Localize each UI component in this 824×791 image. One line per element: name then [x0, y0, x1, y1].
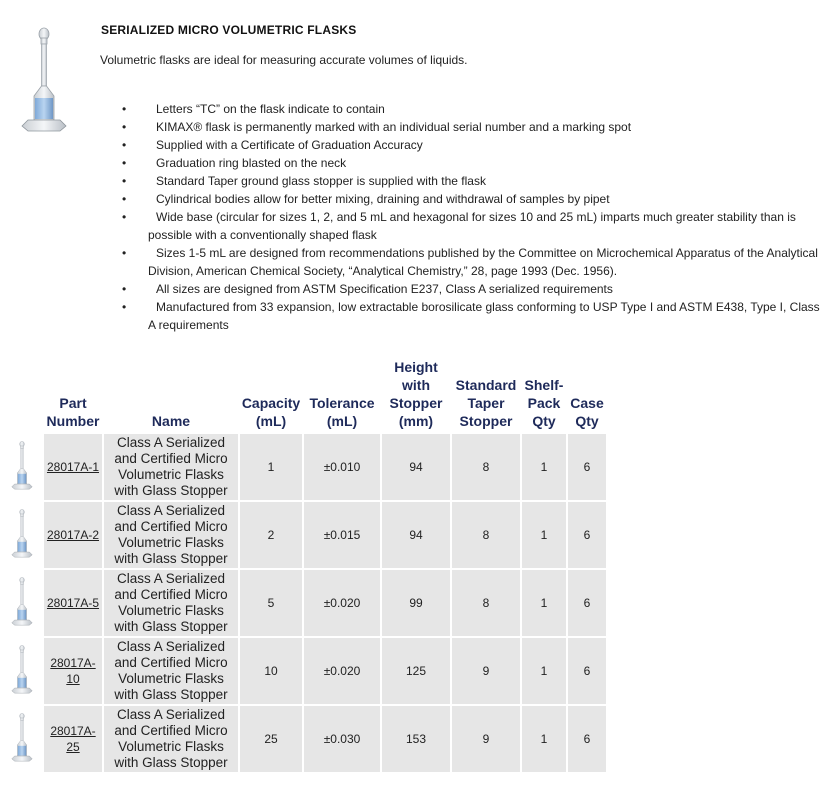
tolerance-cell: ±0.020	[304, 638, 380, 704]
capacity-cell: 10	[240, 638, 302, 704]
capacity-cell: 2	[240, 502, 302, 568]
list-item: • Wide base (circular for sizes 1, 2, and 5 mL and hexagonal for sizes 10 and 25 mL) imparts much greater stability than is possible with a conventionally shaped flask	[122, 208, 822, 244]
shelf-pack-cell: 1	[522, 706, 566, 772]
feature-list	[122, 100, 822, 334]
list-item: • Cylindrical bodies allow for better mixing, draining and withdrawal of samples by pipet	[122, 190, 822, 208]
page-title: SERIALIZED MICRO VOLUMETRIC FLASKS	[101, 23, 357, 37]
header-taper: Standard Taper Stopper	[452, 358, 520, 432]
shelf-pack-cell: 1	[522, 638, 566, 704]
row-thumb	[2, 502, 42, 568]
part-number-cell	[44, 434, 102, 500]
header-height: Height with Stopper (mm)	[382, 358, 450, 432]
list-item: • Letters “TC” on the flask indicate to contain	[122, 100, 822, 118]
intro-text: Volumetric flasks are ideal for measuring accurate volumes of liquids.	[100, 53, 468, 67]
name-cell: Class A Serialized and Certified Micro Volumetric Flasks with Glass Stopper	[104, 570, 238, 636]
part-number-link[interactable]: 28017A-5	[46, 596, 100, 610]
part-number-link[interactable]: 28017A-10	[50, 656, 96, 686]
part-number-cell	[44, 638, 102, 704]
list-item: • Manufactured from 33 expansion, low extractable borosilicate glass conforming to USP Type I and ASTM E438, Type I, Class A requirements	[122, 298, 822, 334]
list-item: • All sizes are designed from ASTM Specification E237, Class A serialized requirements	[122, 280, 822, 298]
header-part-number: Part Number	[44, 358, 102, 432]
table-header-row	[2, 358, 606, 432]
case-qty-cell: 6	[568, 706, 606, 772]
row-thumb	[2, 638, 42, 704]
list-item: • Supplied with a Certificate of Graduation Accuracy	[122, 136, 822, 154]
case-qty-cell: 6	[568, 638, 606, 704]
row-thumb	[2, 434, 42, 500]
table-row	[2, 570, 606, 636]
list-item: • Standard Taper ground glass stopper is supplied with the flask	[122, 172, 822, 190]
capacity-cell: 1	[240, 434, 302, 500]
list-item: • Sizes 1-5 mL are designed from recommendations published by the Committee on Microchemical Apparatus of the Analytical Division, American Chemical Society, “Analytical Chemistry,” 28, page 1993 (Dec. 1956).	[122, 244, 822, 280]
header-capacity: Capacity (mL)	[240, 358, 302, 432]
name-cell: Class A Serialized and Certified Micro Volumetric Flasks with Glass Stopper	[104, 434, 238, 500]
taper-cell: 8	[452, 434, 520, 500]
height-cell: 94	[382, 434, 450, 500]
volumetric-flask-icon	[9, 711, 35, 763]
header-image	[2, 358, 42, 432]
taper-cell: 9	[452, 638, 520, 704]
name-cell: Class A Serialized and Certified Micro Volumetric Flasks with Glass Stopper	[104, 638, 238, 704]
part-number-link[interactable]: 28017A-25	[50, 724, 96, 754]
name-cell: Class A Serialized and Certified Micro Volumetric Flasks with Glass Stopper	[104, 706, 238, 772]
table-row	[2, 502, 606, 568]
part-number-link[interactable]: 28017A-1	[46, 460, 100, 474]
taper-cell: 8	[452, 570, 520, 636]
part-number-cell	[44, 570, 102, 636]
case-qty-cell: 6	[568, 502, 606, 568]
volumetric-flask-icon	[9, 439, 35, 491]
volumetric-flask-icon	[9, 643, 35, 695]
tolerance-cell: ±0.030	[304, 706, 380, 772]
height-cell: 94	[382, 502, 450, 568]
height-cell: 153	[382, 706, 450, 772]
table-row	[2, 638, 606, 704]
header-shelf-pack: Shelf-Pack Qty	[522, 358, 566, 432]
part-number-cell	[44, 502, 102, 568]
case-qty-cell: 6	[568, 570, 606, 636]
tolerance-cell: ±0.015	[304, 502, 380, 568]
table-row	[2, 706, 606, 772]
part-number-cell	[44, 706, 102, 772]
height-cell: 99	[382, 570, 450, 636]
volumetric-flask-icon	[16, 24, 72, 134]
capacity-cell: 25	[240, 706, 302, 772]
row-thumb	[2, 706, 42, 772]
taper-cell: 9	[452, 706, 520, 772]
header-case-qty: Case Qty	[568, 358, 606, 432]
header-name: Name	[104, 358, 238, 432]
shelf-pack-cell: 1	[522, 570, 566, 636]
row-thumb	[2, 570, 42, 636]
volumetric-flask-icon	[9, 575, 35, 627]
shelf-pack-cell: 1	[522, 434, 566, 500]
header-tolerance: Tolerance (mL)	[304, 358, 380, 432]
list-item: • Graduation ring blasted on the neck	[122, 154, 822, 172]
name-cell: Class A Serialized and Certified Micro Volumetric Flasks with Glass Stopper	[104, 502, 238, 568]
height-cell: 125	[382, 638, 450, 704]
tolerance-cell: ±0.010	[304, 434, 380, 500]
taper-cell: 8	[452, 502, 520, 568]
product-table	[0, 356, 608, 774]
table-row	[2, 434, 606, 500]
volumetric-flask-icon	[9, 507, 35, 559]
part-number-link[interactable]: 28017A-2	[46, 528, 100, 542]
capacity-cell: 5	[240, 570, 302, 636]
case-qty-cell: 6	[568, 434, 606, 500]
list-item: • KIMAX® flask is permanently marked with an individual serial number and a marking spot	[122, 118, 822, 136]
tolerance-cell: ±0.020	[304, 570, 380, 636]
shelf-pack-cell: 1	[522, 502, 566, 568]
